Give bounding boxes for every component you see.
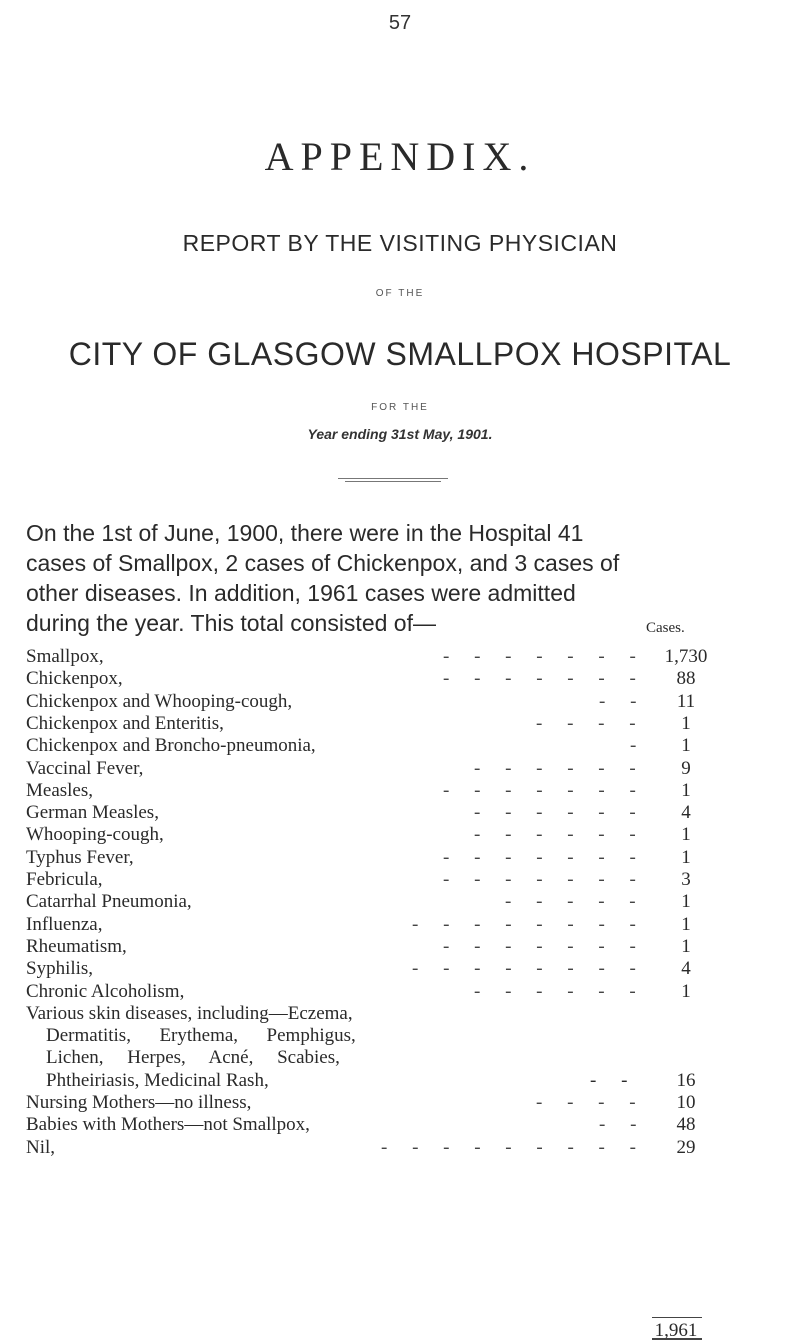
table-row	[26, 958, 716, 980]
hospital-name: CITY OF GLASGOW SMALLPOX HOSPITAL	[68, 336, 732, 372]
row-value: 1	[681, 935, 691, 957]
row-value: 11	[676, 690, 696, 712]
intro-line: other diseases. In addition, 1961 cases were admitted	[26, 580, 576, 606]
intro-line: during the year. This total consisted of—	[26, 610, 436, 636]
skin-diseases-line: Lichen, Herpes, Acné, Scabies,	[46, 1047, 340, 1069]
row-label: Measles,	[26, 779, 94, 801]
row-label: Chronic Alcoholism,	[26, 980, 185, 1002]
row-value: 88	[676, 668, 696, 690]
table-row	[26, 869, 716, 891]
row-label: Chickenpox,	[26, 668, 123, 690]
appendix-heading: APPENDIX.	[264, 134, 536, 179]
row-label: Smallpox,	[26, 646, 104, 667]
skin-diseases-line: Phtheiriasis, Medicinal Rash,	[46, 1069, 269, 1091]
row-value: 1	[681, 824, 691, 846]
row-leader-dashes: - - - - - -	[474, 757, 646, 779]
skin-diseases-line: Dermatitis, Erythema, Pemphigus,	[46, 1025, 356, 1047]
table-row	[26, 691, 716, 713]
intro-line: On the 1st of June, 1900, there were in the Hospital 41	[26, 520, 584, 546]
row-leader-dashes: - - - - - - - -	[412, 913, 646, 935]
table-row	[26, 646, 716, 668]
row-label: Vaccinal Fever,	[26, 757, 144, 779]
table-row	[26, 824, 716, 846]
row-leader-dashes: - - - - - -	[474, 824, 646, 846]
of-the-line: OF THE	[375, 288, 425, 299]
intro-line: cases of Smallpox, 2 cases of Chickenpox, and 3 cases of	[26, 550, 620, 576]
divider-rule	[338, 478, 448, 479]
row-value: 1	[681, 980, 691, 1002]
table-row	[26, 1137, 716, 1159]
row-leader-dashes: - - - -	[536, 712, 646, 734]
row-label: Babies with Mothers—not Smallpox,	[26, 1114, 310, 1136]
table-row	[26, 802, 716, 824]
row-label: Chickenpox and Whooping-cough,	[26, 690, 293, 712]
row-leader-dashes: - - - - - - - - -	[381, 1136, 646, 1158]
row-leader-dashes: - - - - - - -	[443, 646, 646, 667]
report-title: REPORT BY THE VISITING PHYSICIAN	[182, 230, 618, 256]
row-label: Whooping-cough,	[26, 824, 164, 846]
skin-diseases-line: Various skin diseases, including—Eczema,	[26, 1002, 353, 1024]
table-row	[26, 981, 716, 1003]
row-value: 48	[676, 1114, 696, 1136]
cases-column-header: Cases.	[646, 620, 685, 636]
row-label: Typhus Fever,	[26, 846, 134, 868]
row-leader-dashes: - - - - - - -	[443, 846, 646, 868]
table-row	[26, 891, 716, 913]
row-label: Chickenpox and Enteritis,	[26, 712, 224, 734]
row-leader-dashes: - - - - - - - -	[412, 958, 646, 980]
row-leader-dashes: - - - - -	[505, 891, 646, 913]
page-number: 57	[388, 12, 412, 34]
row-leader-dashes: - - - - - - -	[443, 869, 646, 890]
row-leader-dashes: - - - - - -	[474, 802, 646, 824]
table-row	[26, 1114, 716, 1136]
row-leader-dashes: - - - - - - -	[443, 935, 646, 957]
table-row	[26, 735, 716, 757]
table-row	[26, 758, 716, 780]
row-label: Nursing Mothers—no illness,	[26, 1092, 252, 1113]
row-value: 16	[676, 1069, 696, 1091]
row-label: Syphilis,	[26, 958, 94, 980]
row-value: 4	[681, 958, 691, 980]
row-value: 1,730	[664, 646, 708, 667]
row-label: Rheumatism,	[26, 935, 127, 957]
row-value: 10	[676, 1092, 696, 1113]
row-value: 1	[681, 891, 691, 913]
row-label: Nil,	[26, 1136, 56, 1158]
row-value: 3	[681, 869, 691, 890]
row-label: German Measles,	[26, 802, 159, 824]
row-leader-dashes: - - - - - -	[474, 980, 646, 1002]
table-row	[26, 713, 716, 735]
row-value: 9	[681, 757, 691, 779]
row-value: 1	[681, 735, 691, 757]
table-row	[26, 936, 716, 958]
row-label: Febricula,	[26, 869, 103, 890]
row-leader-dashes: -	[630, 735, 647, 757]
table-row	[26, 914, 716, 936]
total-value: 1,961	[654, 1320, 698, 1341]
table-row	[26, 780, 716, 802]
row-label: Chickenpox and Broncho-pneumonia,	[26, 735, 316, 757]
table-row	[26, 1092, 716, 1114]
row-value: 1	[681, 913, 691, 935]
year-line: Year ending 31st May, 1901.	[307, 426, 493, 442]
row-value: 1	[681, 846, 691, 868]
row-leader-dashes: - - - - - - -	[443, 668, 646, 690]
divider-rule	[345, 481, 441, 482]
table-row	[26, 668, 716, 690]
row-label: Influenza,	[26, 913, 103, 935]
row-value: 1	[681, 712, 691, 734]
table-row	[26, 847, 716, 869]
total-rule	[652, 1317, 702, 1318]
row-value: 4	[681, 802, 691, 824]
row-value: 1	[681, 779, 691, 801]
row-value: 29	[676, 1136, 696, 1158]
row-leader-dashes: - -	[599, 1114, 647, 1136]
row-leader-dashes: - - - -	[536, 1092, 646, 1113]
row-leader-dashes: - -	[590, 1069, 638, 1091]
row-leader-dashes: - - - - - - -	[443, 779, 646, 801]
for-the-line: FOR THE	[371, 402, 429, 413]
row-label: Catarrhal Pneumonia,	[26, 891, 192, 913]
row-leader-dashes: - -	[599, 690, 647, 712]
